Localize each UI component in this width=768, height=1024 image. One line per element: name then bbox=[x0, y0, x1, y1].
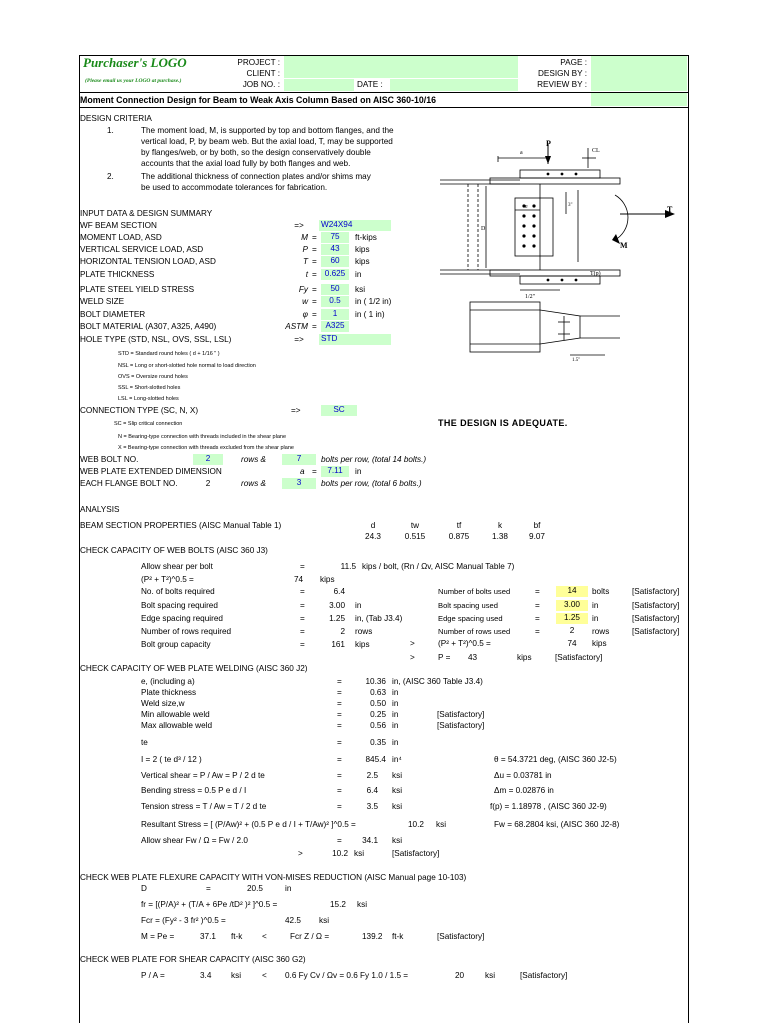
criteria-heading: DESIGN CRITERIA bbox=[80, 114, 152, 123]
tension-value: 3.5 bbox=[366, 802, 378, 811]
criteria-1-line-1: The moment load, M, is supported by top and bottom flanges, and the bbox=[141, 126, 394, 135]
bolt-check-label: Edge spacing required bbox=[141, 614, 223, 623]
inertia-eq: = bbox=[337, 755, 342, 764]
moment-unit: ft-k bbox=[231, 932, 243, 941]
bolt-check-unit: kips bbox=[355, 640, 370, 649]
bolt-check-unit: in bbox=[355, 601, 362, 610]
logo-note: (Please email us your LOGO at purchase.) bbox=[85, 78, 182, 84]
input-symbol: w bbox=[302, 297, 308, 306]
ext-dim-label: WEB PLATE EXTENDED DIMENSION bbox=[80, 467, 222, 476]
conn-type-label: CONNECTION TYPE (SC, N, X) bbox=[80, 406, 199, 415]
allow-weld-unit: ksi bbox=[392, 836, 403, 845]
criteria-1-line-3: by flanges/web, or by both, so the design conservatively double bbox=[141, 148, 371, 157]
conn-type-sym: => bbox=[291, 406, 301, 415]
weld-check-status: [Satisfactory] bbox=[437, 721, 485, 730]
shear-rhs-value: 20 bbox=[455, 971, 465, 980]
input-label: WELD SIZE bbox=[80, 297, 125, 306]
moment-lt: < bbox=[262, 932, 267, 941]
date-label: DATE : bbox=[357, 80, 383, 89]
weld-check-value: 0.50 bbox=[370, 699, 386, 708]
weld-check-label: Plate thickness bbox=[141, 688, 197, 697]
bolt-check-eq: = bbox=[300, 587, 305, 596]
bolt-check-unit: rows bbox=[355, 627, 373, 636]
input-label: PLATE STEEL YIELD STRESS bbox=[80, 285, 195, 294]
tension-eq: = bbox=[337, 802, 342, 811]
flexure-heading: CHECK WEB PLATE FLEXURE CAPACITY WITH VON-MISES REDUCTION (AISC Manual page 10-103) bbox=[80, 873, 467, 882]
flange-bolt-rows-txt: rows & bbox=[241, 479, 267, 488]
input-label: PLATE THICKNESS bbox=[80, 270, 155, 279]
moment-value: 37.1 bbox=[200, 932, 216, 941]
purchaser-logo: Purchaser's LOGO bbox=[83, 55, 187, 70]
fr-value: 15.2 bbox=[330, 900, 346, 909]
criteria-1-line-4: accounts that the axial load fully by both flanges and web. bbox=[141, 159, 351, 168]
input-value[interactable]: W24X94 bbox=[319, 220, 391, 231]
criteria-2-line-1: The additional thickness of connection plates and/or shims may bbox=[141, 172, 371, 181]
allow-weld-eq: = bbox=[337, 836, 342, 845]
weld-check-unit: in bbox=[392, 721, 399, 730]
flange-bolt-label: EACH FLANGE BOLT NO. bbox=[80, 479, 178, 488]
web-bolt-per-txt: bolts per row, (total 14 bolts.) bbox=[321, 455, 427, 464]
tension-label: Tension stress = T / Aw = T / 2 d te bbox=[141, 802, 267, 811]
fr-label: fr = [(P/A)² + (T/A + 6Pe /tD² )² ]^0.5 = bbox=[141, 900, 278, 909]
weld-cmp-gt: > bbox=[298, 849, 303, 858]
shear-lhs-label: P / A = bbox=[141, 971, 165, 980]
bolt-used-label: Number of rows used bbox=[438, 627, 511, 636]
diagram-label-e: e bbox=[525, 204, 528, 210]
weld-check-value: 0.25 bbox=[370, 710, 386, 719]
flange-bolt-per-txt: bolts per row, (total 6 bolts.) bbox=[321, 479, 422, 488]
weld-check-eq: = bbox=[337, 688, 342, 697]
input-eq: = bbox=[312, 270, 317, 279]
bolt-check-value: 2 bbox=[340, 627, 345, 636]
diagram-label-3in: 3" bbox=[568, 203, 573, 208]
criteria-1-line-2: vertical load, P, by beam web. But the axial load, T, may be supported bbox=[141, 137, 393, 146]
weld-check-label: Weld size,w bbox=[141, 699, 185, 708]
ext-dim-sym: a bbox=[300, 467, 305, 476]
weld-check-label: Min allowable weld bbox=[141, 710, 210, 719]
weld-check-eq: = bbox=[337, 677, 342, 686]
te-label: te bbox=[141, 738, 148, 747]
bolt-used-label: Bolt spacing used bbox=[438, 601, 498, 610]
input-symbol: t bbox=[305, 270, 308, 279]
input-value[interactable]: A325 bbox=[321, 321, 349, 332]
conn-note-n: N = Bearing-type connection with threads included in the shear plane bbox=[118, 434, 287, 440]
shear-heading: CHECK WEB PLATE FOR SHEAR CAPACITY (AISC 360 G2) bbox=[80, 955, 306, 964]
bolt-check-eq: = bbox=[300, 640, 305, 649]
inertia-unit: in⁴ bbox=[392, 755, 402, 764]
input-unit: ksi bbox=[355, 285, 366, 294]
bolt-used-status: [Satisfactory] bbox=[632, 614, 680, 623]
input-value[interactable]: STD bbox=[319, 334, 391, 345]
fw-value: Fw = 68.2804 ksi, (AISC 360 J2-8) bbox=[494, 820, 620, 829]
criteria-2-line-2: be used to accommodate tolerances for fabrication. bbox=[141, 183, 328, 192]
weld-check-unit: in bbox=[392, 688, 399, 697]
input-label: WF BEAM SECTION bbox=[80, 221, 157, 230]
weld-check-eq: = bbox=[337, 699, 342, 708]
conn-note-sc: SC = Slip critical connection bbox=[114, 421, 183, 427]
weld-check-unit: in bbox=[392, 699, 399, 708]
date-field[interactable] bbox=[390, 79, 518, 91]
beam-prop-head-tw: tw bbox=[410, 521, 420, 530]
allow-shear-eq: = bbox=[300, 562, 305, 571]
weld-check-label: e, (including a) bbox=[141, 677, 195, 686]
input-unit: kips bbox=[355, 245, 370, 254]
input-value[interactable]: 75 bbox=[321, 232, 349, 243]
input-label: MOMENT LOAD, ASD bbox=[80, 233, 162, 242]
beam-prop-head-bf: bf bbox=[533, 521, 541, 530]
vshear-label: Vertical shear = P / Aw = P / 2 d te bbox=[141, 771, 265, 780]
input-symbol: φ bbox=[302, 310, 308, 319]
f-p-value: f(p) = 1.18978 , (AISC 360 J2-9) bbox=[490, 802, 607, 811]
conn-type-input[interactable]: SC bbox=[321, 405, 357, 416]
bending-label: Bending stress = 0.5 P e d / I bbox=[141, 786, 247, 795]
inertia-label: I = 2 ( te d³ / 12 ) bbox=[141, 755, 202, 764]
input-symbol: P bbox=[302, 245, 308, 254]
delta-m-value: Δm = 0.02876 in bbox=[494, 786, 554, 795]
diagram-label-m: M bbox=[620, 241, 628, 250]
title-field bbox=[591, 93, 687, 106]
bolt-used-status: [Satisfactory] bbox=[632, 587, 680, 596]
input-eq: = bbox=[312, 285, 317, 294]
cmp2-status: [Satisfactory] bbox=[555, 653, 603, 662]
input-label: HORIZONTAL TENSION LOAD, ASD bbox=[80, 257, 216, 266]
bolt-used-unit: rows bbox=[592, 627, 610, 636]
bolt-check-label: No. of bolts required bbox=[141, 587, 215, 596]
input-label: BOLT MATERIAL (A307, A325, A490) bbox=[80, 322, 217, 331]
flexure-d-unit: in bbox=[285, 884, 292, 893]
bolt-used-value[interactable]: 14 bbox=[556, 586, 588, 597]
diagram-label-half-in: 1/2" bbox=[525, 294, 536, 300]
bolt-check-value: 3.00 bbox=[329, 601, 345, 610]
web-bolt-per-input[interactable]: 7 bbox=[282, 454, 316, 465]
resultant-stress-value: 10.2 bbox=[408, 820, 424, 829]
input-eq: = bbox=[312, 257, 317, 266]
flexure-d-label: D bbox=[141, 884, 147, 893]
beam-prop-d: 24.3 bbox=[365, 532, 381, 541]
project-client-field[interactable] bbox=[284, 56, 518, 78]
weld-check-eq: = bbox=[337, 721, 342, 730]
hole-note-nsl: NSL = Long or short-slotted hole normal to load direction bbox=[118, 363, 256, 369]
page-label: PAGE : bbox=[560, 58, 587, 67]
diagram-label-p: P bbox=[546, 140, 551, 148]
resultant-label: (P² + T²)^0.5 = bbox=[141, 575, 194, 584]
input-eq: = bbox=[312, 233, 317, 242]
input-value[interactable]: 43 bbox=[321, 244, 349, 255]
web-bolt-label: WEB BOLT NO. bbox=[80, 455, 139, 464]
allow-shear-value: 11.5 bbox=[340, 562, 356, 571]
weld-check-unit: in bbox=[392, 710, 399, 719]
inertia-value: 845.4 bbox=[365, 755, 386, 764]
welding-heading: CHECK CAPACITY OF WEB PLATE WELDING (AISC 360 J2) bbox=[80, 664, 308, 673]
flexure-d-eq: = bbox=[206, 884, 211, 893]
bolt-used-unit: in bbox=[592, 614, 599, 623]
allow-shear-unit: kips / bolt, (Rn / Ωv, AISC Manual Table 7) bbox=[362, 562, 515, 571]
beam-prop-head-d: d bbox=[370, 521, 376, 530]
te-unit: in bbox=[392, 738, 399, 747]
resultant-stress-label: Resultant Stress = [ (P/Aw)² + (0.5 P e d / I + T/Aw)² ]^0.5 = bbox=[141, 820, 356, 829]
bolt-check-eq: = bbox=[300, 627, 305, 636]
bolt-check-label: Number of rows required bbox=[141, 627, 232, 636]
diagram-label-d: D bbox=[481, 226, 486, 232]
weld-check-unit: in, (AISC 360 Table J3.4) bbox=[392, 677, 483, 686]
allow-weld-label: Allow shear Fw / Ω = Fw / 2.0 bbox=[141, 836, 248, 845]
allow-weld-value: 34.1 bbox=[362, 836, 378, 845]
analysis-heading: ANALYSIS bbox=[80, 505, 120, 514]
bolt-used-label: Edge spacing used bbox=[438, 614, 503, 623]
inputs-heading: INPUT DATA & DESIGN SUMMARY bbox=[80, 209, 213, 218]
bending-eq: = bbox=[337, 786, 342, 795]
hole-note-ssl: SSL = Short-slotted holes bbox=[118, 385, 181, 391]
tension-unit: ksi bbox=[392, 802, 403, 811]
bending-unit: ksi bbox=[392, 786, 403, 795]
delta-u-value: Δu = 0.03781 in bbox=[494, 771, 552, 780]
bolt-used-value[interactable]: 3.00 bbox=[556, 600, 588, 611]
input-value[interactable]: 1 bbox=[321, 309, 349, 320]
bolt-check-label: Bolt group capacity bbox=[141, 640, 211, 649]
input-symbol: ASTM bbox=[285, 322, 308, 331]
connection-diagram bbox=[420, 140, 680, 370]
input-value[interactable]: 0.625 bbox=[321, 269, 349, 280]
web-bolts-heading: CHECK CAPACITY OF WEB BOLTS (AISC 360 J3) bbox=[80, 546, 268, 555]
input-value[interactable]: 0.5 bbox=[321, 296, 349, 307]
input-symbol: Fy bbox=[298, 285, 308, 294]
bolt-check-value: 1.25 bbox=[329, 614, 345, 623]
input-unit: in ( 1 in) bbox=[355, 310, 385, 319]
allow-shear-label: Allow shear per bolt bbox=[141, 562, 213, 571]
fcr-label: Fcr = (Fy² - 3 fr² )^0.5 = bbox=[141, 916, 226, 925]
fcr-value: 42.5 bbox=[285, 916, 301, 925]
moment-rhs-value: 139.2 bbox=[362, 932, 383, 941]
hole-note-ovs: OVS = Oversize round holes bbox=[118, 374, 188, 380]
bending-value: 6.4 bbox=[366, 786, 378, 795]
bolt-used-status: [Satisfactory] bbox=[632, 627, 680, 636]
resultant-value: 74 bbox=[294, 575, 304, 584]
input-label: HOLE TYPE (STD, NSL, OVS, SSL, LSL) bbox=[80, 335, 232, 344]
diagram-label-tp: T(p) bbox=[590, 271, 601, 277]
beam-prop-k: 1.38 bbox=[492, 532, 508, 541]
theta-value: θ = 54.3721 deg, (AISC 360 J2-5) bbox=[494, 755, 617, 764]
input-label: VERTICAL SERVICE LOAD, ASD bbox=[80, 245, 204, 254]
bolt-used-unit: bolts bbox=[592, 587, 610, 596]
bolt-used-value[interactable]: 1.25 bbox=[556, 613, 588, 624]
weld-check-value: 0.56 bbox=[370, 721, 386, 730]
resultant-unit: kips bbox=[320, 575, 335, 584]
weld-check-status: [Satisfactory] bbox=[437, 710, 485, 719]
diagram-label-t: T bbox=[667, 205, 673, 214]
beam-props-label: BEAM SECTION PROPERTIES (AISC Manual Table 1) bbox=[80, 521, 282, 530]
beam-prop-head-k: k bbox=[497, 521, 503, 530]
cmp2-label: P = bbox=[438, 653, 451, 662]
weld-cmp-value: 10.2 bbox=[332, 849, 348, 858]
input-eq: = bbox=[312, 245, 317, 254]
page-design-review-field[interactable] bbox=[591, 56, 687, 91]
shear-lhs-value: 3.4 bbox=[200, 971, 212, 980]
beam-prop-head-tf: tf bbox=[456, 521, 462, 530]
bolt-used-label: Number of bolts used bbox=[438, 587, 511, 596]
shear-rhs-unit: ksi bbox=[485, 971, 496, 980]
flange-bolt-rows: 2 bbox=[205, 479, 211, 488]
reviewby-label: REVIEW BY : bbox=[537, 80, 587, 89]
bolt-check-value: 6.4 bbox=[333, 587, 345, 596]
bolt-used-unit: in bbox=[592, 601, 599, 610]
web-bolt-rows-txt: rows & bbox=[241, 455, 267, 464]
beam-prop-tf: 0.875 bbox=[448, 532, 470, 541]
design-status: THE DESIGN IS ADEQUATE. bbox=[438, 418, 568, 428]
client-label: CLIENT : bbox=[246, 69, 280, 78]
input-unit: kips bbox=[355, 257, 370, 266]
criteria-num-1: 1. bbox=[107, 126, 114, 135]
diagram-label-cl: CL bbox=[592, 148, 600, 154]
moment-rhs-label: Fcr Z / Ω = bbox=[290, 932, 330, 941]
hole-note-lsl: LSL = Long-slotted holes bbox=[118, 396, 179, 402]
bolt-used-eq: = bbox=[535, 601, 540, 610]
shear-rhs-label: 0.6 Fy Cv / Ωv = 0.6 Fy 1.0 / 1.5 = bbox=[285, 971, 409, 980]
moment-label: M = Pe = bbox=[141, 932, 175, 941]
bolt-used-eq: = bbox=[535, 614, 540, 623]
beam-prop-tw: 0.515 bbox=[404, 532, 426, 541]
jobno-label: JOB NO. : bbox=[242, 80, 280, 89]
shear-lt: < bbox=[262, 971, 267, 980]
input-symbol: => bbox=[294, 221, 304, 230]
input-eq: = bbox=[312, 310, 317, 319]
weld-check-value: 0.63 bbox=[370, 688, 386, 697]
designby-label: DESIGN BY : bbox=[538, 69, 587, 78]
input-value[interactable]: 60 bbox=[321, 256, 349, 267]
input-symbol: M bbox=[301, 233, 308, 242]
weld-cmp-status: [Satisfactory] bbox=[392, 849, 440, 858]
cmp2-value: 43 bbox=[468, 653, 478, 662]
bolt-check-eq: = bbox=[300, 614, 305, 623]
shear-status: [Satisfactory] bbox=[520, 971, 568, 980]
conn-note-x: X = Bearing-type connection with threads excluded from the shear plane bbox=[118, 445, 294, 451]
weld-check-eq: = bbox=[337, 710, 342, 719]
resultant-stress-unit: ksi bbox=[436, 820, 447, 829]
cmp1-gt: > bbox=[410, 639, 415, 648]
input-eq: = bbox=[312, 297, 317, 306]
bolt-check-value: 161 bbox=[331, 640, 345, 649]
bolt-check-label: Bolt spacing required bbox=[141, 601, 218, 610]
vshear-eq: = bbox=[337, 771, 342, 780]
jobno-field[interactable] bbox=[284, 79, 354, 91]
te-value: 0.35 bbox=[370, 738, 386, 747]
project-label: PROJECT : bbox=[237, 58, 280, 67]
flexure-d-value: 20.5 bbox=[247, 884, 263, 893]
bolt-check-eq: = bbox=[300, 601, 305, 610]
moment-rhs-unit: ft-k bbox=[392, 932, 404, 941]
cmp1-label: (P² + T²)^0.5 = bbox=[438, 639, 491, 648]
cmp2-gt: > bbox=[410, 653, 415, 662]
bolt-used-status: [Satisfactory] bbox=[632, 601, 680, 610]
input-symbol: => bbox=[294, 335, 304, 344]
cmp2-unit: kips bbox=[517, 653, 532, 662]
bolt-used-value: 2 bbox=[569, 626, 575, 635]
cmp1-unit: kips bbox=[592, 639, 607, 648]
input-unit: in ( 1/2 in) bbox=[355, 297, 392, 306]
weld-cmp-unit: ksi bbox=[354, 849, 365, 858]
vshear-unit: ksi bbox=[392, 771, 403, 780]
hole-note-std: STD = Standard round holes ( d + 1/16 " ) bbox=[118, 351, 220, 357]
input-value[interactable]: 50 bbox=[321, 284, 349, 295]
input-symbol: T bbox=[302, 257, 308, 266]
cmp1-value: 74 bbox=[567, 639, 577, 648]
vshear-value: 2.5 bbox=[366, 771, 378, 780]
bolt-check-unit: in, (Tab J3.4) bbox=[355, 614, 403, 623]
weld-check-value: 10.36 bbox=[365, 677, 386, 686]
input-label: BOLT DIAMETER bbox=[80, 310, 146, 319]
bolt-used-eq: = bbox=[535, 587, 540, 596]
beam-prop-bf: 9.07 bbox=[529, 532, 545, 541]
te-eq: = bbox=[337, 738, 342, 747]
diagram-label-a: a bbox=[520, 150, 523, 156]
input-eq: = bbox=[312, 322, 317, 331]
moment-status: [Satisfactory] bbox=[437, 932, 485, 941]
weld-check-label: Max allowable weld bbox=[141, 721, 212, 730]
ext-dim-eq: = bbox=[312, 467, 317, 476]
diagram-label-1-5in: 1.5" bbox=[572, 358, 581, 363]
fcr-unit: ksi bbox=[319, 916, 330, 925]
criteria-num-2: 2. bbox=[107, 172, 114, 181]
web-bolt-rows-input[interactable]: 2 bbox=[193, 454, 223, 465]
input-unit: in bbox=[355, 270, 362, 279]
fr-unit: ksi bbox=[357, 900, 368, 909]
input-unit: ft-kips bbox=[355, 233, 377, 242]
page-title: Moment Connection Design for Beam to Weak Axis Column Based on AISC 360-10/16 bbox=[80, 95, 437, 105]
ext-dim-value: 7.11 bbox=[321, 466, 349, 477]
flange-bolt-per-input[interactable]: 3 bbox=[282, 478, 316, 489]
ext-dim-unit: in bbox=[355, 467, 362, 476]
shear-lhs-unit: ksi bbox=[231, 971, 242, 980]
bolt-used-eq: = bbox=[535, 627, 540, 636]
